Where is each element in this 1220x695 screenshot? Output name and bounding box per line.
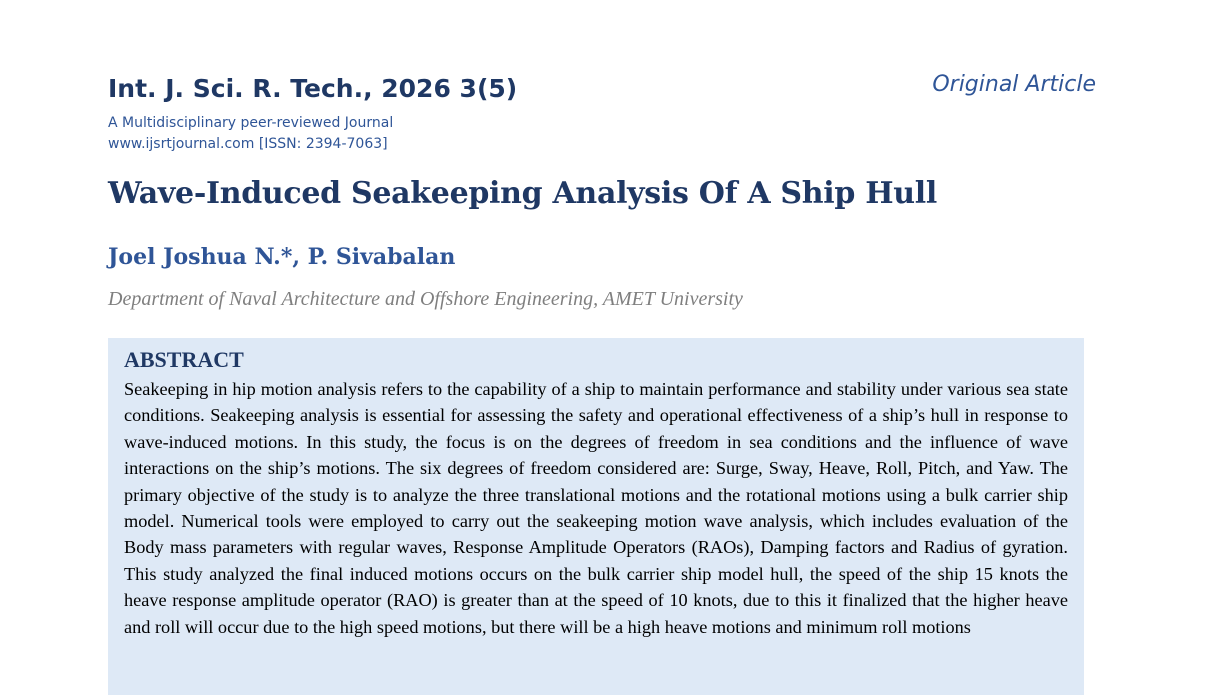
article-type-label: Original Article <box>932 72 1096 97</box>
paper-title: Wave-Induced Seakeeping Analysis Of A Ship Hull <box>108 176 937 211</box>
abstract-heading: ABSTRACT <box>124 347 244 372</box>
journal-website: www.ijsrtjournal.com [ISSN: 2394-7063] <box>108 136 388 152</box>
journal-info <box>108 113 393 155</box>
paper-affiliation: Department of Naval Architecture and Offshore Engineering, AMET University <box>108 288 743 310</box>
abstract-text: Seakeeping in hip motion analysis refers to the capability of a ship to maintain performance and stability under various sea state conditions. Seakeeping analysis is essential for assessing the safety and operational effectiveness of a ship’s hull in response to wave-induced motions. In this study, the focus is on the degrees of freedom in sea conditions and the influence of wave interactions on the ship’s motions. The six degrees of freedom considered are: Surge, Sway, Heave, Roll, Pitch, and Yaw. The primary objective of the study is to analyze the three translational motions and the rotational motions using a bulk carrier ship model. Numerical tools were employed to carry out the seakeeping motion wave analysis, which includes evaluation of the Body mass parameters with regular waves, Response Amplitude Operators (RAOs), Damping factors and Radius of gyration. This study analyzed the final induced motions occurs on the bulk carrier ship model hull, the speed of the ship 15 knots the heave response amplitude operator (RAO) is greater than at the speed of 10 knots, due to this it finalized that the higher heave and roll will occur due to the high speed motions, but there will be a high heave motions and minimum roll motions <box>124 379 1068 637</box>
journal-title: Int. J. Sci. R. Tech., 2026 3(5) <box>108 74 518 103</box>
paper-authors: Joel Joshua N.*, P. Sivabalan <box>108 244 456 270</box>
journal-tagline: A Multidisciplinary peer-reviewed Journal <box>108 115 394 131</box>
abstract-box <box>108 338 1084 695</box>
